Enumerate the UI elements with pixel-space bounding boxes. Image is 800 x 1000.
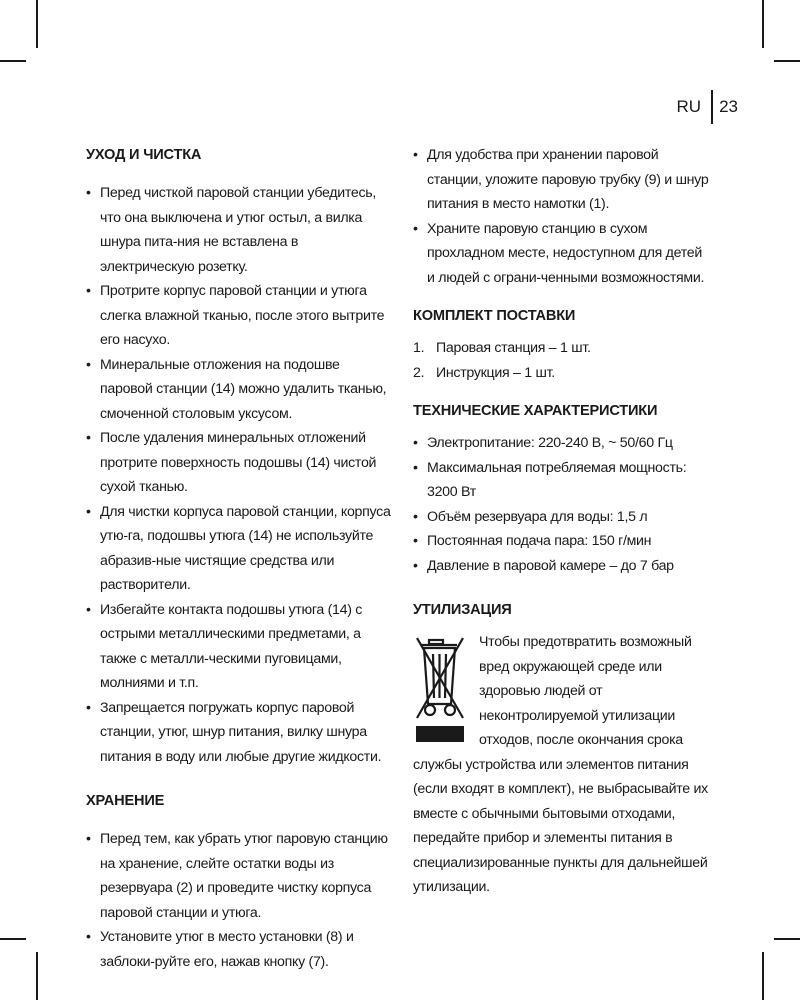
crop-mark bbox=[774, 938, 800, 940]
list-item: • Минеральные отложения на подошве паровой станции (14) можно удалить тканью, смоченной столовым уксусом. bbox=[86, 356, 387, 422]
crop-mark bbox=[762, 0, 764, 48]
list-item: • Максимальная потребляемая мощность: 3200 Вт bbox=[413, 459, 687, 500]
disposal-section bbox=[413, 630, 711, 900]
crossed-out-wheelie-bin-icon bbox=[413, 632, 467, 744]
list-item: • Постоянная подача пара: 150 г/мин bbox=[413, 533, 652, 549]
page-number: 23 bbox=[719, 97, 738, 116]
right-column bbox=[413, 143, 711, 900]
storage-title: ХРАНЕНИЕ bbox=[86, 793, 165, 809]
list-item: • После удаления минеральных отложений протрите поверхность подошвы (14) чистой сухой тканью. bbox=[86, 430, 377, 495]
crop-mark bbox=[36, 0, 38, 48]
language-code: RU bbox=[676, 97, 702, 116]
list-item: • Перед чисткой паровой станции убедитесь, что она выключена и утюг остыл, а вилка шнура пита-ния не вставлена в электрическую розетку. bbox=[86, 185, 377, 275]
crop-mark bbox=[0, 938, 26, 940]
list-item: • Давление в паровой камере – до 7 бар bbox=[413, 557, 674, 574]
specs-list bbox=[413, 431, 711, 578]
crop-mark bbox=[36, 952, 38, 1000]
list-item: • Храните паровую станцию в сухом прохладном месте, недоступном для детей и людей с ограни-ченными возможностями. bbox=[413, 220, 705, 286]
disposal-title: УТИЛИЗАЦИЯ bbox=[413, 602, 512, 618]
disposal-text: Чтобы предотвратить возможный вред окружающей среде или здоровью людей от неконтролируемой утилизации отходов, после окончания срока службы устройства или элементов питания (если входят в комплект), не выбрасывайте их вместе с обычными бытовыми отходами, передайте прибор и элементы питания в специализированные пункты для дальнейшей утилизации. bbox=[413, 634, 708, 895]
list-item: • Для удобства при хранении паровой станции, уложите паровую трубку (9) и шнур питания в место намотки (1). bbox=[413, 147, 709, 212]
package-title: КОМПЛЕКТ ПОСТАВКИ bbox=[413, 308, 576, 324]
list-item: • Перед тем, как убрать утюг паровую станцию на хранение, слейте остатки воды из резервуара (2) и проведите чистку корпуса паровой станции и утюга. bbox=[86, 831, 388, 921]
list-item: • Избегайте контакта подошвы утюга (14) с острыми металлическими предметами, а также с металли-ческими пуговицами, молниями и т.п. bbox=[86, 601, 363, 691]
list-item: • Запрещается погружать корпус паровой станции, утюг, шнур питания, вилку шнура питания в воду или любые другие жидкости. bbox=[86, 699, 382, 765]
crop-mark bbox=[0, 60, 26, 62]
crop-mark bbox=[774, 60, 800, 62]
list-item: • Протрите корпус паровой станции и утюга слегка влажной тканью, после этого вытрите его насухо. bbox=[86, 283, 385, 348]
list-item: 2. Инструкция – 1 шт. bbox=[413, 364, 555, 381]
page-header bbox=[677, 90, 738, 124]
list-item: • Электропитание: 220-240 В, ~ 50/60 Гц bbox=[413, 435, 673, 451]
storage-list bbox=[86, 827, 392, 974]
care-list bbox=[86, 181, 392, 769]
list-item: 1. Паровая станция – 1 шт. bbox=[413, 340, 591, 356]
crop-mark bbox=[762, 952, 764, 1000]
care-title: УХОД И ЧИСТКА bbox=[86, 147, 202, 163]
left-column bbox=[86, 143, 392, 974]
header-separator bbox=[711, 90, 713, 124]
list-item: • Объём резервуара для воды: 1,5 л bbox=[413, 508, 648, 525]
list-item: • Для чистки корпуса паровой станции, корпуса утю-га, подошвы утюга (14) не используйте абразив-ные чистящие средства или растворители. bbox=[86, 503, 391, 593]
specs-title: ТЕХНИЧЕСКИЕ ХАРАКТЕРИСТИКИ bbox=[413, 403, 658, 419]
list-item: • Установите утюг в место установки (8) и заблоки-руйте его, нажав кнопку (7). bbox=[86, 929, 354, 970]
storage-list-continued bbox=[413, 143, 711, 290]
package-list bbox=[413, 336, 711, 385]
